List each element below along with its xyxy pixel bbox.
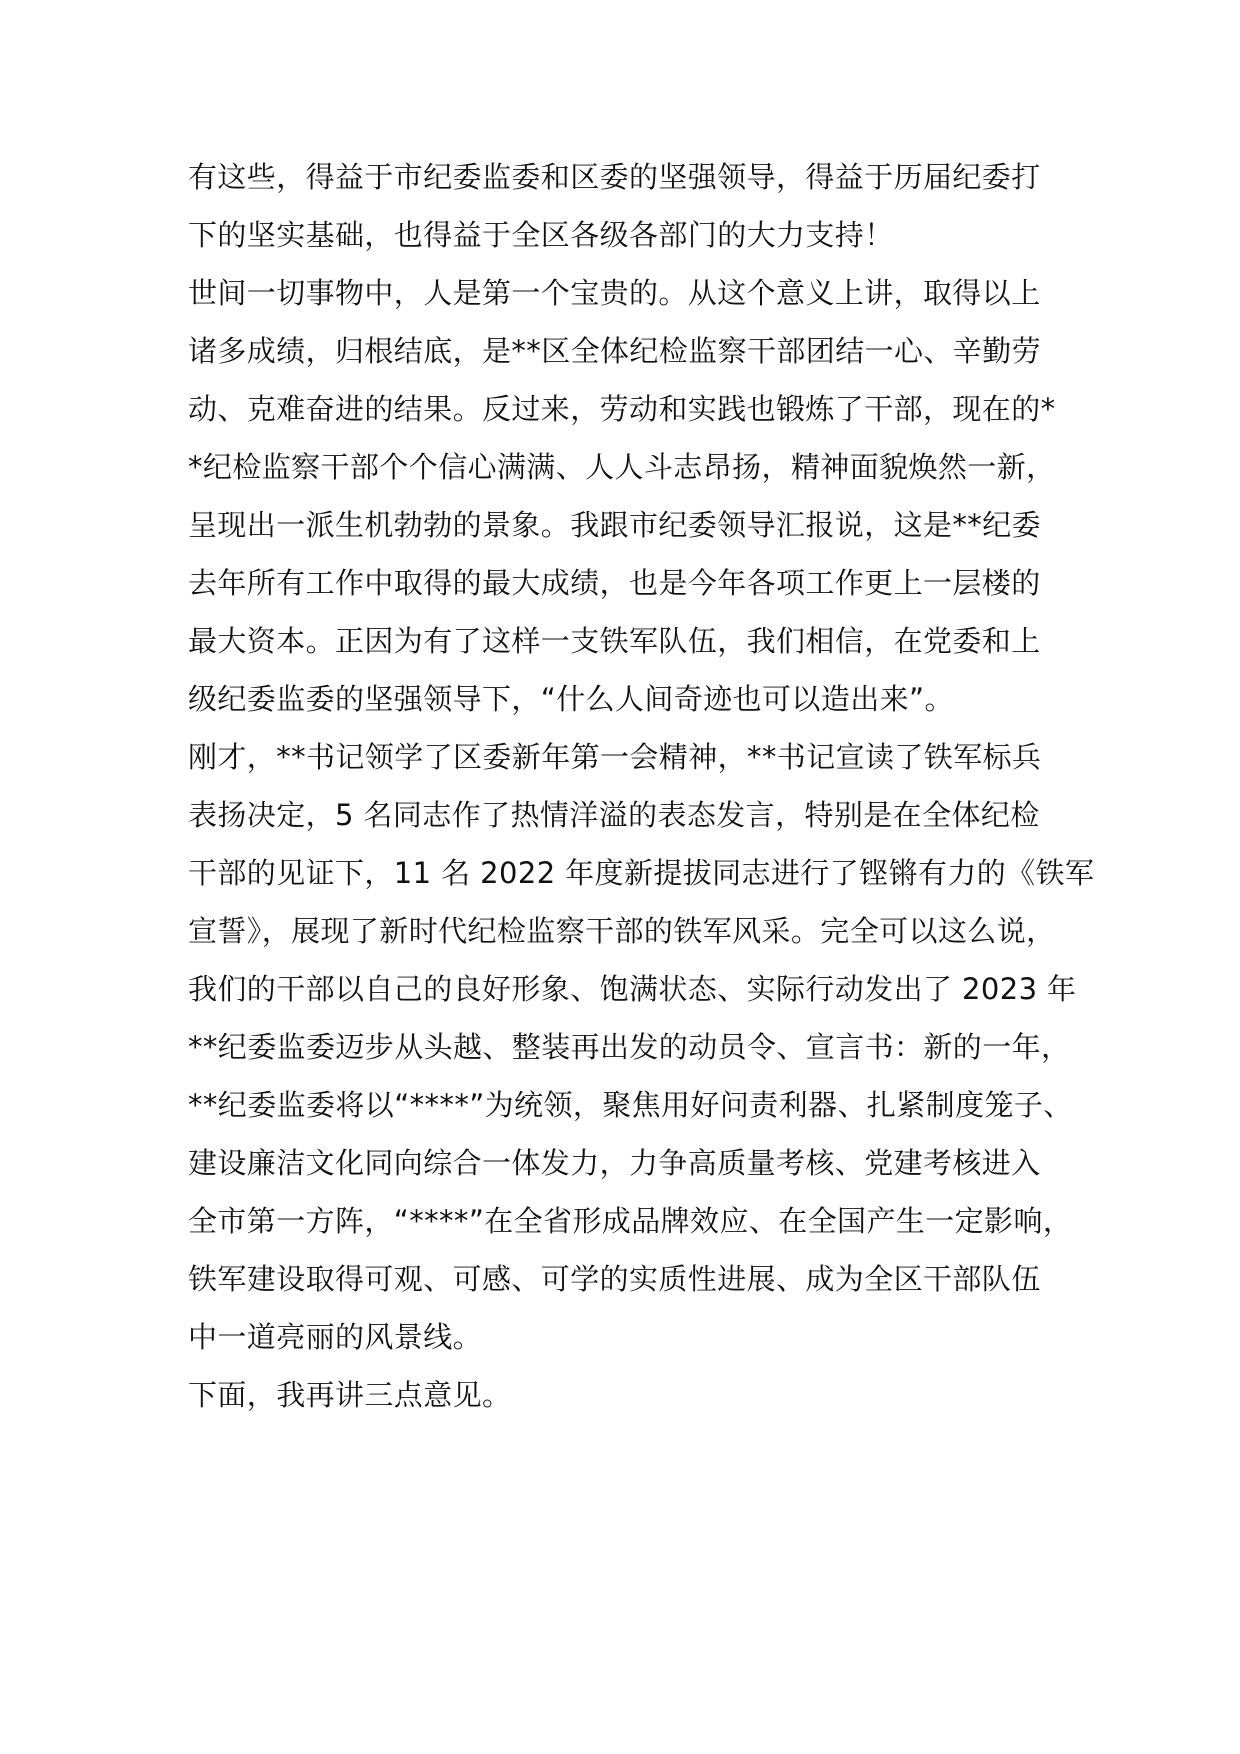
text-line: 去年所有工作中取得的最大成绩，也是今年各项工作更上一层楼的 [188, 566, 1041, 600]
text-line: 世间一切事物中，人是第一个宝贵的。从这个意义上讲，取得以上 [188, 276, 1041, 310]
text-line: 呈现出一派生机勃勃的景象。我跟市纪委领导汇报说，这是**纪委 [188, 508, 1042, 542]
text-line: 动、克难奋进的结果。反过来，劳动和实践也锻炼了干部，现在的* [188, 392, 1056, 426]
text-line: 下面，我再讲三点意见。 [188, 1378, 512, 1412]
text-line: 下的坚实基础，也得益于全区各级各部门的大力支持！ [188, 218, 894, 252]
text-line: *纪检监察干部个个信心满满、人人斗志昂扬，精神面貌焕然一新， [188, 450, 1056, 484]
text-line: 表扬决定，5 名同志作了热情洋溢的表态发言，特别是在全体纪检 [188, 798, 1040, 832]
text-line: 诸多成绩，归根结底，是**区全体纪检监察干部团结一心、辛勤劳 [188, 334, 1042, 368]
text-line: 我们的干部以自己的良好形象、饱满状态、实际行动发出了 2023 年 [188, 972, 1077, 1006]
text-line: 干部的见证下，11 名 2022 年度新提拔同志进行了铿锵有力的《铁军 [188, 856, 1095, 890]
text-line: 最大资本。正因为有了这样一支铁军队伍，我们相信，在党委和上 [188, 624, 1041, 658]
text-line: 刚才，**书记领学了区委新年第一会精神，**书记宣读了铁军标兵 [188, 740, 1042, 774]
text-line: **纪委监委将以“****”为统领，聚焦用好问责利器、扎紧制度笼子、 [188, 1088, 1073, 1122]
text-line: 有这些，得益于市纪委监委和区委的坚强领导，得益于历届纪委打 [188, 160, 1041, 194]
text-line: 全市第一方阵，“****”在全省形成品牌效应、在全国产生一定影响， [188, 1204, 1073, 1238]
text-line: **纪委监委迈步从头越、整装再出发的动员令、宣言书：新的一年， [188, 1030, 1071, 1064]
text-line: 铁军建设取得可观、可感、可学的实质性进展、成为全区干部队伍 [188, 1262, 1041, 1296]
text-line: 级纪委监委的坚强领导下，“什么人间奇迹也可以造出来”。 [188, 682, 954, 716]
text-line: 宣誓》，展现了新时代纪检监察干部的铁军风采。完全可以这么说， [188, 914, 1056, 948]
text-line: 中一道亮丽的风景线。 [188, 1320, 483, 1354]
text-line: 建设廉洁文化同向综合一体发力，力争高质量考核、党建考核进入 [188, 1146, 1041, 1180]
